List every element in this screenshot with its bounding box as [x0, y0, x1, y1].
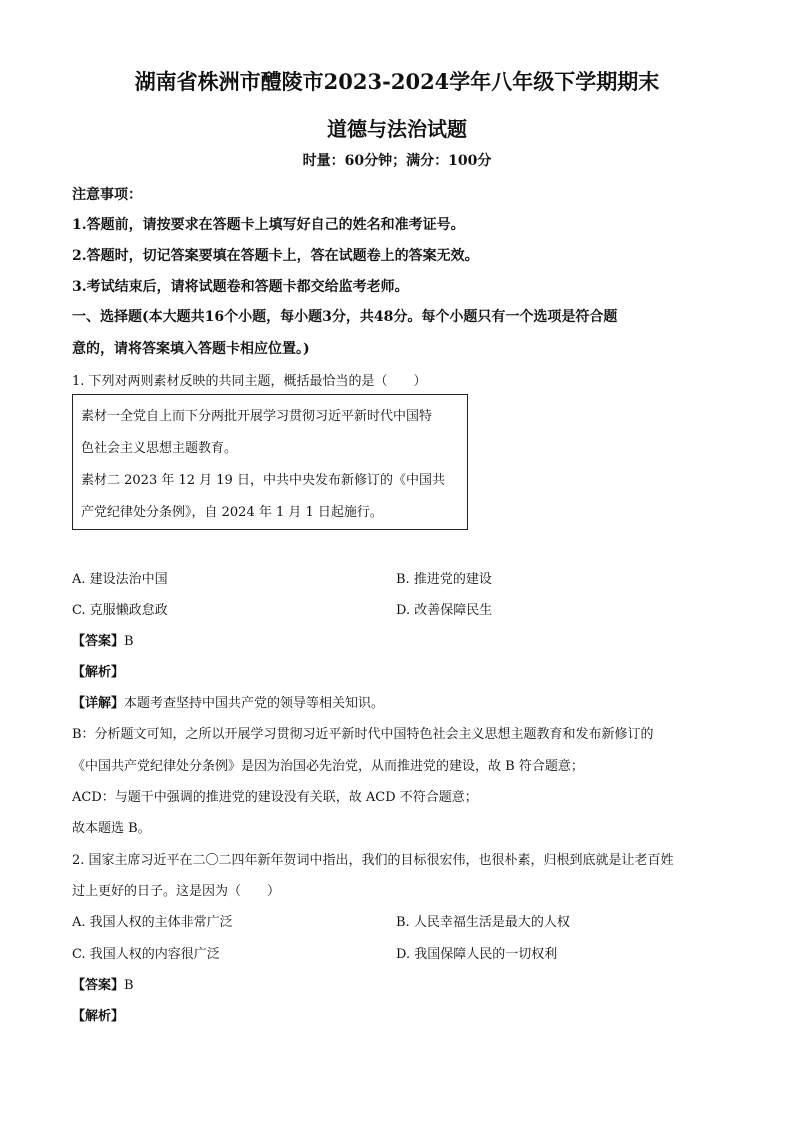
time-score-line: 时量：60分钟；满分：100分	[302, 153, 492, 169]
q1-explain-line: 《中国共产党纪律处分条例》是因为治国必先治党，从而推进党的建设，故 B 符合题意；	[72, 759, 584, 774]
q1-stem: 1. 下列对两则素材反映的共同主题，概括最恰当的是（ ）	[72, 374, 427, 389]
q2-stem-line1: 2. 国家主席习近平在二〇二四年新年贺词中指出，我们的目标很宏伟，也很朴素，归根到底就是让老百姓	[72, 853, 674, 868]
detail-tag: 【详解】	[72, 696, 125, 711]
q1-material-box	[72, 394, 468, 530]
q1-option-b: B. 推进党的建设	[396, 572, 492, 587]
q1-material-line: 产党纪律处分条例》，自 2024 年 1 月 1 日起施行。	[81, 505, 383, 520]
notice-item-1: 1.答题前，请按要求在答题卡上填写好自己的姓名和准考证号。	[72, 217, 465, 233]
q2-option-c: C. 我国人权的内容很广泛	[72, 947, 220, 962]
detail-text: 本题考查坚持中国共产党的领导等相关知识。	[124, 696, 385, 711]
document-subtitle: 道德与法治试题	[327, 117, 467, 141]
q2-option-b: B. 人民幸福生活是最大的人权	[396, 915, 570, 930]
answer-value: B	[124, 634, 134, 649]
section-heading-line2: 意的，请将答案填入答题卡相应位置。)	[72, 341, 310, 357]
q1-option-d: D. 改善保障民生	[396, 603, 493, 618]
q1-explain-line: ACD：与题干中强调的推进党的建设没有关联，故 ACD 不符合题意；	[72, 790, 478, 805]
q1-analysis-tag: 【解析】	[72, 665, 125, 680]
notice-item-2: 2.答题时，切记答案要填在答题卡上，答在试题卷上的答案无效。	[72, 248, 479, 264]
q1-option-c: C. 克服懒政怠政	[72, 603, 168, 618]
q2-stem-line2: 过上更好的日子。这是因为（ ）	[72, 884, 281, 899]
q1-detail-line	[72, 692, 384, 711]
notice-item-3: 3.考试结束后，请将试题卷和答题卡都交给监考老师。	[72, 279, 409, 295]
answer-tag: 【答案】	[72, 978, 125, 993]
q1-explain-line: 故本题选 B。	[72, 821, 151, 836]
q2-answer-line	[72, 974, 134, 993]
document-title: 湖南省株洲市醴陵市2023-2024学年八年级下学期期末	[134, 69, 660, 94]
q1-option-a: A. 建设法治中国	[72, 572, 168, 587]
answer-tag: 【答案】	[72, 634, 125, 649]
q2-option-d: D. 我国保障人民的一切权利	[396, 947, 558, 962]
q1-material-line: 素材二 2023 年 12 月 19 日，中共中央发布新修订的《中国共	[81, 473, 445, 488]
q2-analysis-tag: 【解析】	[72, 1009, 125, 1024]
section-heading-line1: 一、选择题(本大题共16个小题，每小题3分，共48分。每个小题只有一个选项是符合题	[72, 309, 618, 325]
answer-value: B	[124, 978, 134, 993]
q2-option-a: A. 我国人权的主体非常广泛	[72, 915, 233, 930]
q1-answer-line	[72, 630, 134, 649]
q1-material-line: 素材一全党自上而下分两批开展学习贯彻习近平新时代中国特	[81, 409, 433, 424]
q1-explain-line: B：分析题文可知，之所以开展学习贯彻习近平新时代中国特色社会主义思想主题教育和发布新修订的	[72, 727, 654, 742]
q1-material-line: 色社会主义思想主题教育。	[81, 441, 238, 456]
notice-heading: 注意事项：	[72, 187, 142, 203]
